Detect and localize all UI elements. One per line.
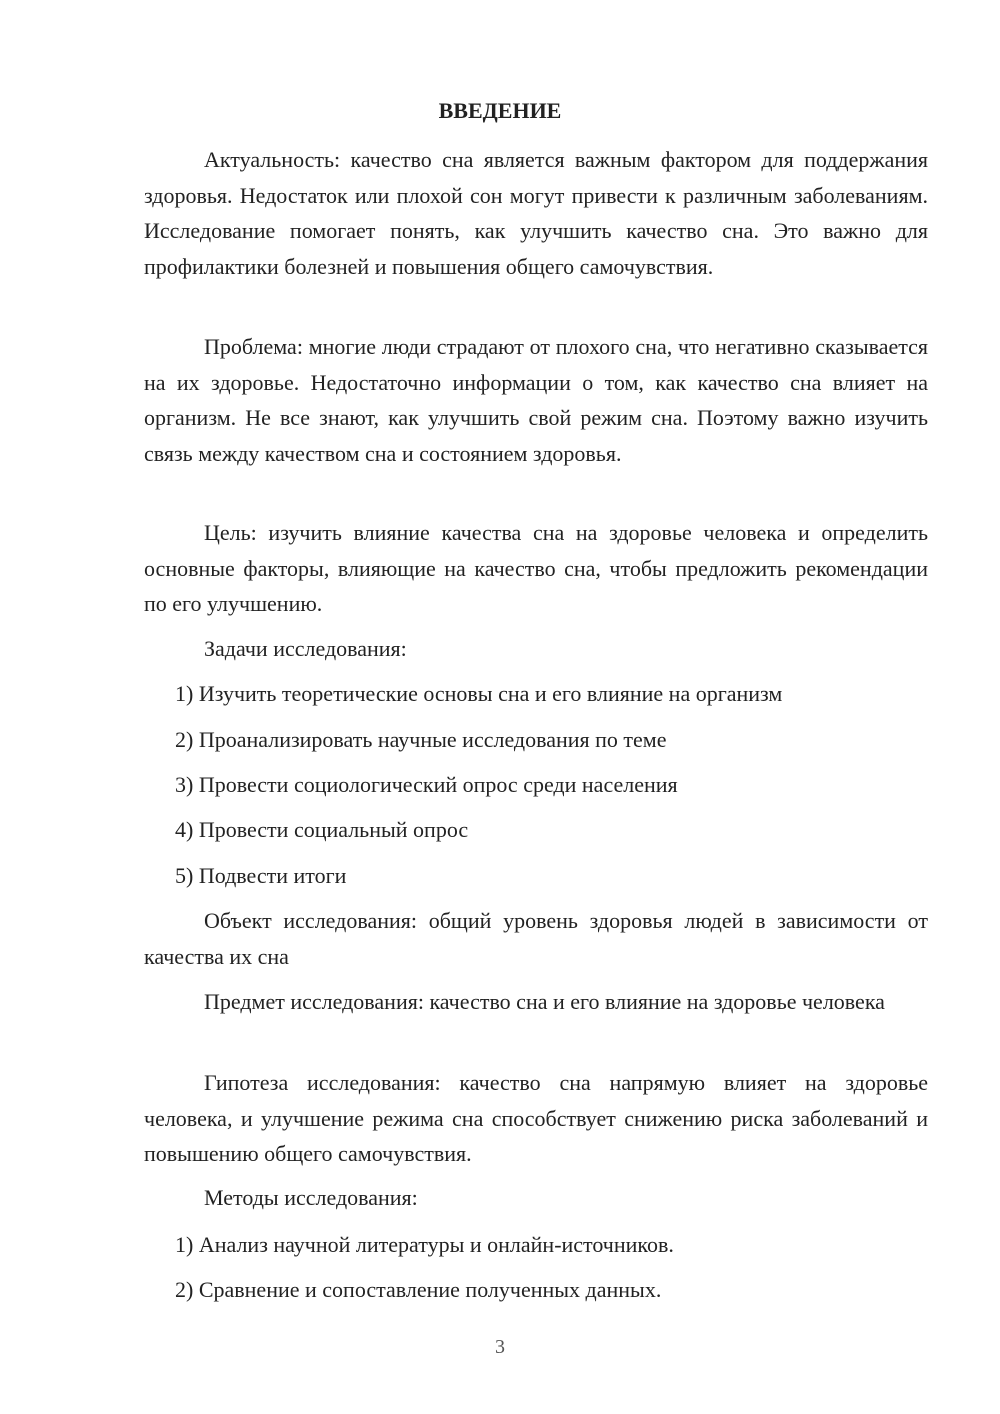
relevance-paragraph: Актуальность: качество сна является важным фактором для поддержания здоровья. Недостаток или плохой сон могут привести к различным заболеваниям. Исследование помогает понять, как улучшить качество сна. Это важно для профилактики болезней и повышения общего самочувствия. [144,147,928,279]
methods-heading: Методы исследования: [204,1185,418,1210]
method-item: 2) Сравнение и сопоставление полученных данных. [175,1277,662,1302]
page-title: ВВЕДЕНИЕ [438,98,562,123]
task-item: 4) Провести социальный опрос [175,817,469,842]
subject-paragraph: Предмет исследования: качество сна и его влияние на здоровье человека [204,989,885,1014]
page-number: 3 [495,1336,505,1358]
goal-paragraph: Цель: изучить влияние качества сна на здоровье человека и определить основные факторы, влияющие на качество сна, чтобы предложить рекомендации по его улучшению. [144,520,928,616]
problem-paragraph: Проблема: многие люди страдают от плохого сна, что негативно сказывается на их здоровье. Недостаточно информации о том, как качество сна влияет на организм. Не все знают, как улучшить свой режим сна. Поэтому важно изучить связь между качеством сна и состоянием здоровья. [144,334,928,466]
task-item: 1) Изучить теоретические основы сна и его влияние на организм [175,681,783,706]
task-item: 3) Провести социологический опрос среди населения [175,772,678,797]
hypothesis-paragraph: Гипотеза исследования: качество сна напрямую влияет на здоровье человека, и улучшение режима сна способствует снижению риска заболеваний и повышению общего самочувствия. [144,1070,928,1166]
object-paragraph: Объект исследования: общий уровень здоровья людей в зависимости от качества их сна [144,908,928,969]
tasks-heading: Задачи исследования: [204,636,407,661]
task-item: 5) Подвести итоги [175,863,347,888]
task-item: 2) Проанализировать научные исследования по теме [175,727,667,752]
method-item: 1) Анализ научной литературы и онлайн-источников. [175,1232,674,1257]
